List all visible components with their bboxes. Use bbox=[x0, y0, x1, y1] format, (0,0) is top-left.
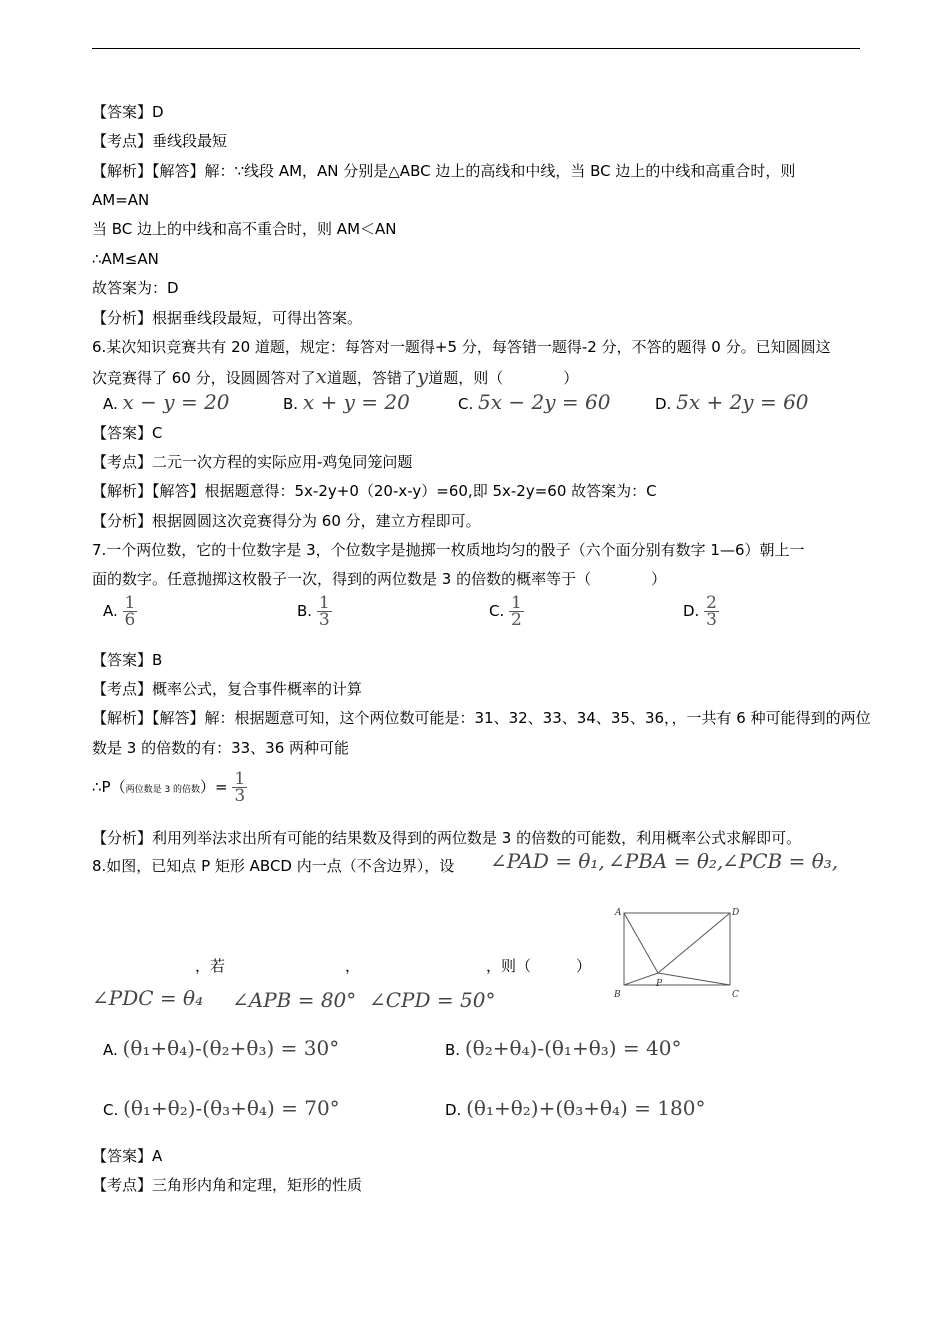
analysis-line-cont: AM=AN bbox=[92, 191, 150, 209]
q7-option-a[interactable]: A. $\frac{1}{6}$ bbox=[103, 593, 136, 630]
q8-option-c[interactable]: C. (θ₁+θ₂)-(θ₃+θ₄) = 70° bbox=[103, 1096, 340, 1120]
q8-option-d[interactable]: D. (θ₁+θ₂)+(θ₃+θ₄) = 180° bbox=[445, 1096, 706, 1120]
text-line: 当 BC 边上的中线和高不重合时，则 AM＜AN bbox=[92, 220, 397, 238]
segment-pa bbox=[624, 913, 658, 973]
vertex-d-label: D bbox=[732, 908, 740, 918]
answer-line: 【答案】D bbox=[92, 103, 164, 121]
vertex-b-label: B bbox=[614, 990, 621, 1000]
q7-option-c[interactable]: C. $\frac{1}{2}$ bbox=[489, 593, 522, 630]
q6-option-a[interactable]: A. x − y = 20 bbox=[103, 390, 230, 414]
remark-line: 【分析】根据垂线段最短，可得出答案。 bbox=[92, 309, 363, 327]
text-line: ∴AM≤AN bbox=[92, 250, 159, 268]
q6-option-c[interactable]: C. 5x − 2y = 60 bbox=[458, 390, 611, 414]
question-8-stem: 8.如图，已知点 P 矩形 ABCD 内一点（不含边界），设 bbox=[92, 857, 455, 875]
question-6-stem-cont: 次竞赛得了 60 分，设圆圆答对了x道题，答错了y道题，则（ ） bbox=[92, 364, 579, 388]
angle-pba-expr: ∠PBA = θ₂, bbox=[608, 849, 724, 873]
q7-option-b[interactable]: B. $\frac{1}{3}$ bbox=[297, 593, 330, 630]
vertex-c-label: C bbox=[732, 990, 739, 1000]
q7-option-d[interactable]: D. $\frac{2}{3}$ bbox=[683, 593, 717, 630]
header-rule bbox=[92, 48, 860, 49]
rectangle-figure bbox=[610, 903, 750, 1003]
question-7-stem-cont: 面的数字。任意抛掷这枚骰子一次，得到的两位数是 3 的倍数的概率等于（ ） bbox=[92, 570, 667, 588]
segment-pb bbox=[624, 973, 658, 985]
text-line: 故答案为：D bbox=[92, 279, 179, 297]
q6-option-b[interactable]: B. x + y = 20 bbox=[283, 390, 410, 414]
point-p-label: P bbox=[656, 979, 663, 989]
question-7-stem: 7.一个两位数，它的十位数字是 3，个位数字是抛掷一枚质地均匀的骰子（六个面分别有数字 1—6）朝上一 bbox=[92, 541, 805, 559]
angle-apb-expr: ∠APB = 80° bbox=[232, 988, 357, 1012]
angle-pdc-expr: ∠PDC = θ₄ bbox=[92, 986, 204, 1010]
question-8-if: ，若 bbox=[195, 957, 226, 975]
topic-line: 【考点】三角形内角和定理，矩形的性质 bbox=[92, 1176, 363, 1194]
answer-line: 【答案】A bbox=[92, 1147, 163, 1165]
analysis-line: 【解析】【解答】解：根据题意可知，这个两位数可能是：31、32、33、34、35、36，，一共有 6 种可能得到的两位 bbox=[92, 709, 871, 727]
answer-line: 【答案】C bbox=[92, 424, 163, 442]
question-8-then: ，则（ ） bbox=[486, 957, 592, 975]
q8-option-b[interactable]: B. (θ₂+θ₄)-(θ₁+θ₃) = 40° bbox=[445, 1036, 682, 1060]
vertex-a-label: A bbox=[615, 908, 622, 918]
remark-line: 【分析】根据圆圆这次竞赛得分为 60 分，建立方程即可。 bbox=[92, 512, 481, 530]
segment-pc bbox=[658, 973, 730, 985]
topic-line: 【考点】概率公式，复合事件概率的计算 bbox=[92, 680, 363, 698]
question-8-comma: ， bbox=[345, 957, 361, 975]
topic-line: 【考点】垂线段最短 bbox=[92, 132, 228, 150]
q6-option-d[interactable]: D. 5x + 2y = 60 bbox=[655, 390, 809, 414]
q8-option-a[interactable]: A. (θ₁+θ₄)-(θ₂+θ₃) = 30° bbox=[103, 1036, 340, 1060]
angle-cpd-expr: ∠CPD = 50° bbox=[369, 988, 496, 1012]
answer-line: 【答案】B bbox=[92, 651, 163, 669]
angle-pad-expr: ∠PAD = θ₁, bbox=[490, 849, 605, 873]
angle-pcb-expr: ∠PCB = θ₃, bbox=[722, 849, 839, 873]
rectangle-abcd bbox=[624, 913, 730, 985]
topic-line: 【考点】二元一次方程的实际应用-鸡兔同笼问题 bbox=[92, 453, 413, 471]
segment-pd bbox=[658, 913, 730, 973]
analysis-line-cont: 数是 3 的倍数的有：33、36 两种可能 bbox=[92, 739, 350, 757]
question-6-stem: 6.某次知识竞赛共有 20 道题，规定：每答对一题得+5 分，每答错一题得-2 分，不答的题得 0 分。已知圆圆这 bbox=[92, 338, 831, 356]
probability-formula: ∴P（两位数是 3 的倍数）= $\frac{1}{3}$ bbox=[92, 769, 246, 806]
remark-line: 【分析】利用列举法求出所有可能的结果数及得到的两位数是 3 的倍数的可能数，利用概率公式求解即可。 bbox=[92, 829, 802, 847]
analysis-line: 【解析】【解答】解：∵线段 AM，AN 分别是△ABC 边上的高线和中线，当 BC 边上的中线和高重合时，则 bbox=[92, 162, 796, 180]
analysis-line: 【解析】【解答】根据题意得：5x-2y+0（20-x-y）=60,即 5x-2y=60 故答案为：C bbox=[92, 482, 657, 500]
